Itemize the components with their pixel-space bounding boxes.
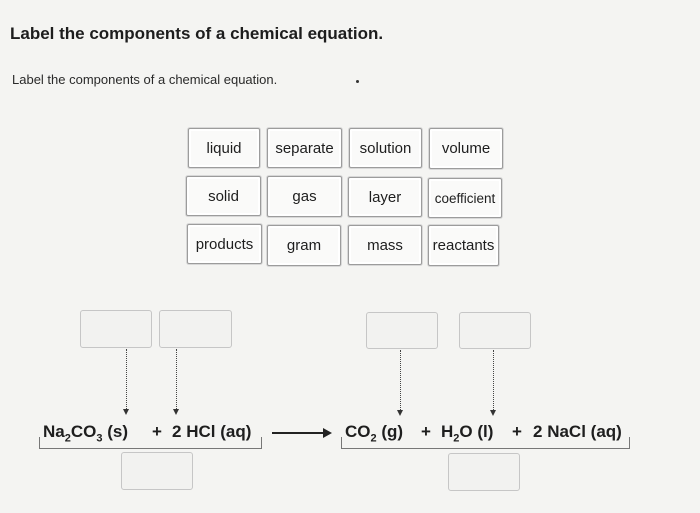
reactant-hydrochloric-acid: 2 HCl (aq) [172,422,252,441]
drop-target-1[interactable] [80,310,152,348]
drop-target-3[interactable] [366,312,438,349]
plus-sign-3: + [512,422,522,441]
tile-volume[interactable]: volume [429,128,503,169]
tile-gram[interactable]: gram [267,225,341,266]
leader-line-1 [126,349,127,409]
leader-line-3 [400,350,401,410]
leader-arrow-4 [490,410,496,416]
tile-liquid[interactable]: liquid [188,128,260,168]
page-title: Label the components of a chemical equation. [10,24,384,43]
reactant-sodium-carbonate: $Na_2CO_3$ (s) [43,422,128,445]
cursor-marker [356,80,359,83]
leader-line-4 [493,350,494,410]
instruction-text: Label the components of a chemical equation. [12,72,278,87]
drop-target-4[interactable] [459,312,531,349]
tile-mass[interactable]: mass [348,225,422,265]
tile-reactants[interactable]: reactants [428,225,499,266]
tile-layer[interactable]: layer [348,177,422,217]
tile-products[interactable]: products [187,224,262,264]
leader-arrow-2 [173,409,179,415]
drop-target-2[interactable] [159,310,232,348]
tile-gas[interactable]: gas [267,176,342,217]
drop-target-5[interactable] [121,452,193,490]
tile-solid[interactable]: solid [186,176,261,216]
leader-line-2 [176,349,177,409]
plus-sign-2: + [421,422,431,441]
plus-sign-1: + [152,422,162,441]
product-water: $H_2O$ (l) [441,422,494,445]
leader-arrow-1 [123,409,129,415]
leader-arrow-3 [397,410,403,416]
reactants-bracket [39,437,262,449]
tile-coefficient[interactable]: coefficient [428,178,502,218]
reaction-arrow [272,432,330,434]
tile-solution[interactable]: solution [349,128,422,168]
product-carbon-dioxide: $CO_2$ (g) [345,422,404,445]
tile-separate[interactable]: separate [267,128,342,168]
drop-target-6[interactable] [448,453,520,491]
product-sodium-chloride: 2 NaCl (aq) [533,422,622,441]
products-bracket [341,437,630,449]
